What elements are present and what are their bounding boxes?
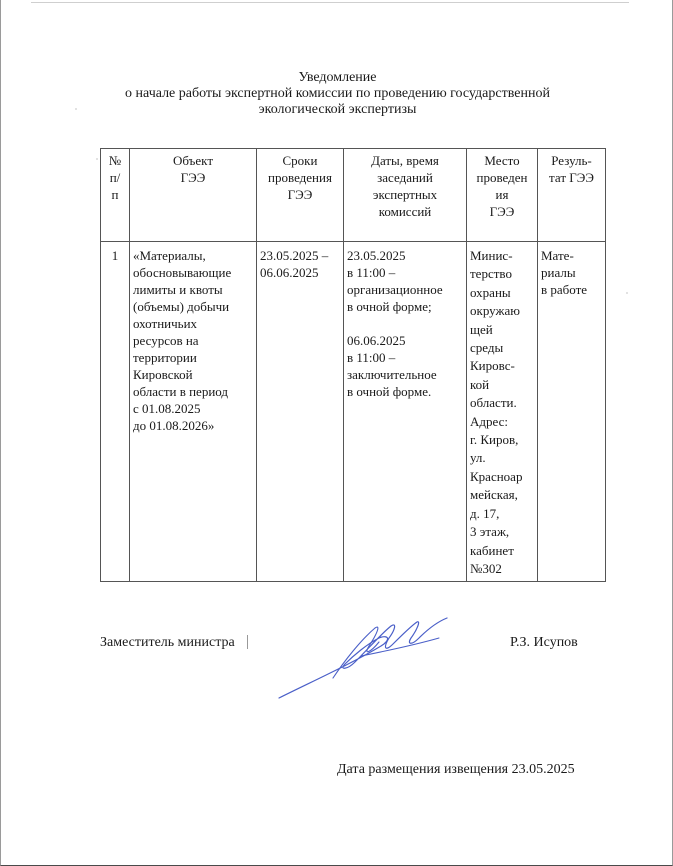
text-line: 23.05.2025 <box>347 248 406 263</box>
text-line: п/ <box>109 170 121 185</box>
text-line: среды <box>470 340 504 356</box>
text-line: в очной форме. <box>347 384 432 399</box>
text-line: ресурсов на <box>133 333 199 348</box>
text-line: «Материалы, <box>133 248 206 263</box>
text-line: 06.06.2025 <box>260 265 319 280</box>
notice-table <box>100 148 606 582</box>
cell-period <box>257 242 344 582</box>
heading-subtitle-line2: экологической экспертизы <box>258 102 417 117</box>
text-line: 06.06.2025 <box>347 333 406 348</box>
cell-object <box>130 242 257 582</box>
signature-line-mark <box>247 635 248 649</box>
text-line: д. 17, <box>470 505 500 521</box>
text-line: терство <box>470 266 512 282</box>
text-line: 3 этаж, <box>470 524 510 540</box>
text-line: Место <box>484 153 520 168</box>
text-line: ул. <box>470 450 486 466</box>
cell-place <box>467 242 538 582</box>
text-line: области в период <box>133 384 229 399</box>
header-object <box>130 149 257 242</box>
cell-dates <box>344 242 467 582</box>
text-line: г. Киров, <box>470 432 519 448</box>
text-line: в 11:00 – <box>347 350 396 365</box>
text-line: кой <box>470 376 490 392</box>
text-line: заседаний <box>377 170 433 185</box>
header-result <box>538 149 606 242</box>
text-line: окружаю <box>470 303 520 319</box>
text-line: экспертных <box>372 187 438 202</box>
text-line: в 11:00 – <box>347 265 396 280</box>
text-line: до 01.08.2026» <box>133 418 215 433</box>
header-number <box>101 149 130 242</box>
text-line: проведения <box>268 170 332 185</box>
signatory-title: Заместитель министра <box>100 635 235 650</box>
text-line: Кировс- <box>470 358 515 374</box>
table-row <box>101 242 606 582</box>
table-header-row <box>101 149 606 242</box>
text-line: области. <box>470 395 517 411</box>
text-line: с 01.08.2025 <box>133 401 201 416</box>
dates-final <box>347 332 463 400</box>
text-line: лимиты и квоты <box>133 282 223 297</box>
text-line: ГЭЭ <box>287 187 313 202</box>
header-dates <box>344 149 467 242</box>
document-heading <box>1 70 673 118</box>
text-line: Сроки <box>282 153 318 168</box>
text-line: п <box>111 187 119 202</box>
heading-title: Уведомление <box>298 70 377 85</box>
header-period <box>257 149 344 242</box>
publication-date: Дата размещения извещения 23.05.2025 <box>337 762 575 777</box>
text-line: Адрес: <box>470 413 508 429</box>
scan-speck <box>626 292 628 294</box>
text-line: территории <box>133 350 197 365</box>
text-line: тат ГЭЭ <box>549 170 594 185</box>
text-line: щей <box>470 321 493 337</box>
text-line: № <box>108 153 122 168</box>
heading-subtitle-line1: о начале работы экспертной комиссии по проведению государственной <box>125 86 550 101</box>
handwritten-signature <box>271 612 461 702</box>
text-line: Даты, время <box>371 153 439 168</box>
scan-speck <box>96 158 98 160</box>
text-line: охраны <box>470 284 511 300</box>
scan-top-edge <box>31 2 629 3</box>
text-line: Красноар <box>470 468 523 484</box>
text-line: ГЭЭ <box>489 204 515 219</box>
text-line: Минис- <box>470 248 513 263</box>
text-line: обосновывающие <box>133 265 232 280</box>
text-line: (объемы) добычи <box>133 299 230 314</box>
dates-organizational <box>347 247 463 315</box>
text-line: 23.05.2025 – <box>260 248 329 263</box>
text-line: ГЭЭ <box>180 170 206 185</box>
signatory-name: Р.З. Исупов <box>510 635 578 650</box>
text-line: №302 <box>470 560 502 576</box>
text-line: мейская, <box>470 487 518 503</box>
text-line: проведен <box>476 170 528 185</box>
text-line: Мате- <box>541 248 574 263</box>
cell-number: 1 <box>101 242 130 582</box>
text-line: Объект <box>173 153 213 168</box>
text-line: комиссий <box>378 204 432 219</box>
text-line: Резуль- <box>551 153 592 168</box>
text-line: риалы <box>541 265 576 280</box>
text-line: охотничьих <box>133 316 198 331</box>
cell-result <box>538 242 606 582</box>
text-line: в очной форме; <box>347 299 432 314</box>
text-line: заключительное <box>347 367 437 382</box>
text-line: кабинет <box>470 542 514 558</box>
text-line: в работе <box>541 282 588 297</box>
text-line: ия <box>495 187 509 202</box>
text-line: Кировской <box>133 367 193 382</box>
header-place <box>467 149 538 242</box>
text-line: организационное <box>347 282 443 297</box>
